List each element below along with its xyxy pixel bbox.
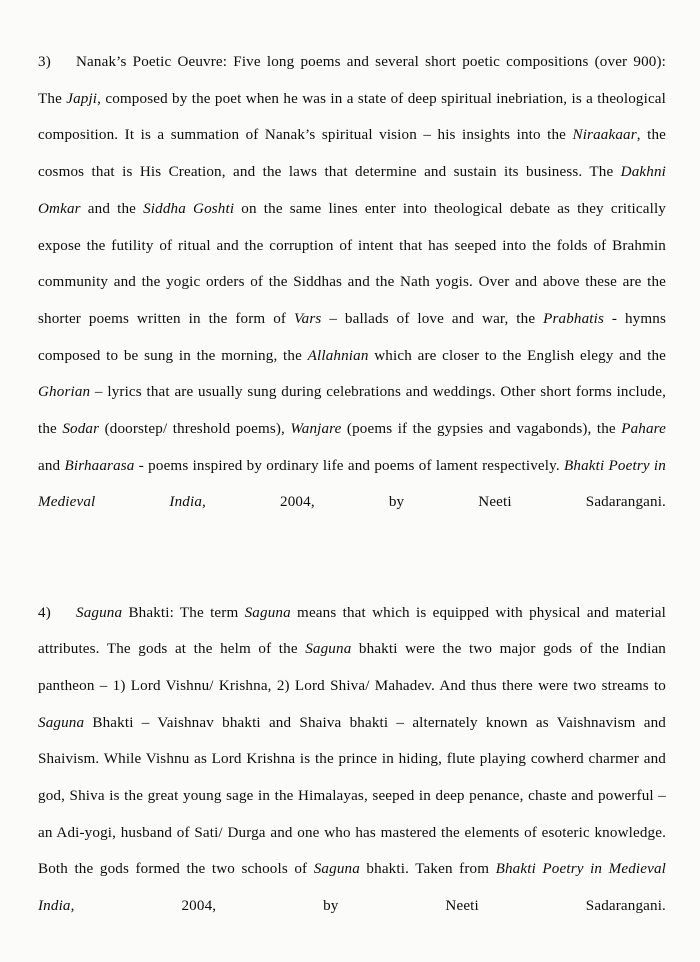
italic-term: Prabhatis [543,310,605,327]
italic-term: Saguna [244,604,291,621]
italic-term: Saguna [38,714,85,731]
document-body [38,44,666,962]
italic-term: Vars [293,310,322,327]
italic-term: Dakhni Omkar [38,164,666,217]
text-run: on the same lines enter into theological debate as they critically expose the futility of ritual and the corruption of intent that has seeped into the folds of Brahmin community and the yogic orders of the Siddhas and the Nath yogis. Over and above these are the shorter poems written in the form of [38,200,666,327]
italic-term: Pahare [621,421,666,438]
italic-term: Allahnian [307,347,369,364]
text-run: and [38,457,65,474]
text-run: means that which is equipped with physical and material attributes. The gods at the helm of the [38,604,666,658]
italic-term: Birhaarasa [64,457,135,474]
italic-term: Saguna [313,861,360,878]
paragraph-saguna-bhakti [38,595,666,962]
italic-term: Wanjare [290,421,342,438]
text-run: - poems inspired by ordinary life and poems of lament respectively. [134,457,564,474]
italic-term: Niraakaar [572,127,637,144]
text-run: - hymns composed to be sung in the morning, the [38,310,666,364]
paragraph-marker: 3) [38,54,51,70]
paragraph-nanak-poetic-oeuvre [38,44,666,558]
text-run: 2004, by Neeti Sadarangani. [205,494,666,511]
italic-term: Saguna [76,604,123,621]
text-run: Bhakti – Vaishnav bhakti and Shaiva bhakti – alternately known as Vaishnavism and Shaivism. While Vishnu as Lord Krishna is the prince in hiding, flute playing cowherd charmer and god, Shiva is the great young sage in the Himalayas, seeped in deep penance, chaste and powerful – an Adi-yogi, husband of Sati/ Durga and one who has mastered the elements of esoteric knowledge. Both the gods formed the two schools of [38,714,666,878]
text-run: bhakti were the two major gods of the Indian pantheon – 1) Lord Vishnu/ Krishna, 2) Lord Shiva/ Mahadev. And thus there were two streams to [38,641,666,694]
text-run: Bhakti: The term [122,604,245,621]
text-run: 2004, by Neeti Sadarangani. [74,898,666,915]
text-run: (doorstep/ threshold poems), [99,421,291,438]
italic-term: Bhakti Poetry in Medieval India, [38,861,666,915]
italic-term: Bhakti Poetry in Medieval India, [38,457,666,511]
text-run: Nanak’s Poetic Oeuvre: Five long poems and several short poetic compositions (over 900): The [38,54,666,107]
italic-term: Siddha Goshti [143,200,235,217]
italic-term: Sodar [62,421,100,438]
text-run: , the cosmos that is His Creation, and the laws that determine and sustain its business. The [38,127,667,181]
text-run: , composed by the poet when he was in a state of deep spiritual inebriation, is a theological composition. It is a summation of Nanak’s spiritual vision – his insights into the [38,90,666,144]
text-run: and the [80,200,144,217]
italic-term: Ghorian [38,384,91,401]
text-run: bhakti. Taken from [359,861,496,878]
text-run: – lyrics that are usually sung during celebrations and weddings. Other short forms include, the [38,384,666,438]
italic-term: Saguna [305,641,352,658]
italic-term: Japji [66,90,98,107]
text-run: (poems if the gypsies and vagabonds), the [341,421,622,438]
text-run: which are closer to the English elegy and the [368,347,666,364]
paragraph-marker: 4) [38,604,51,621]
text-run: – ballads of love and war, the [321,310,544,327]
